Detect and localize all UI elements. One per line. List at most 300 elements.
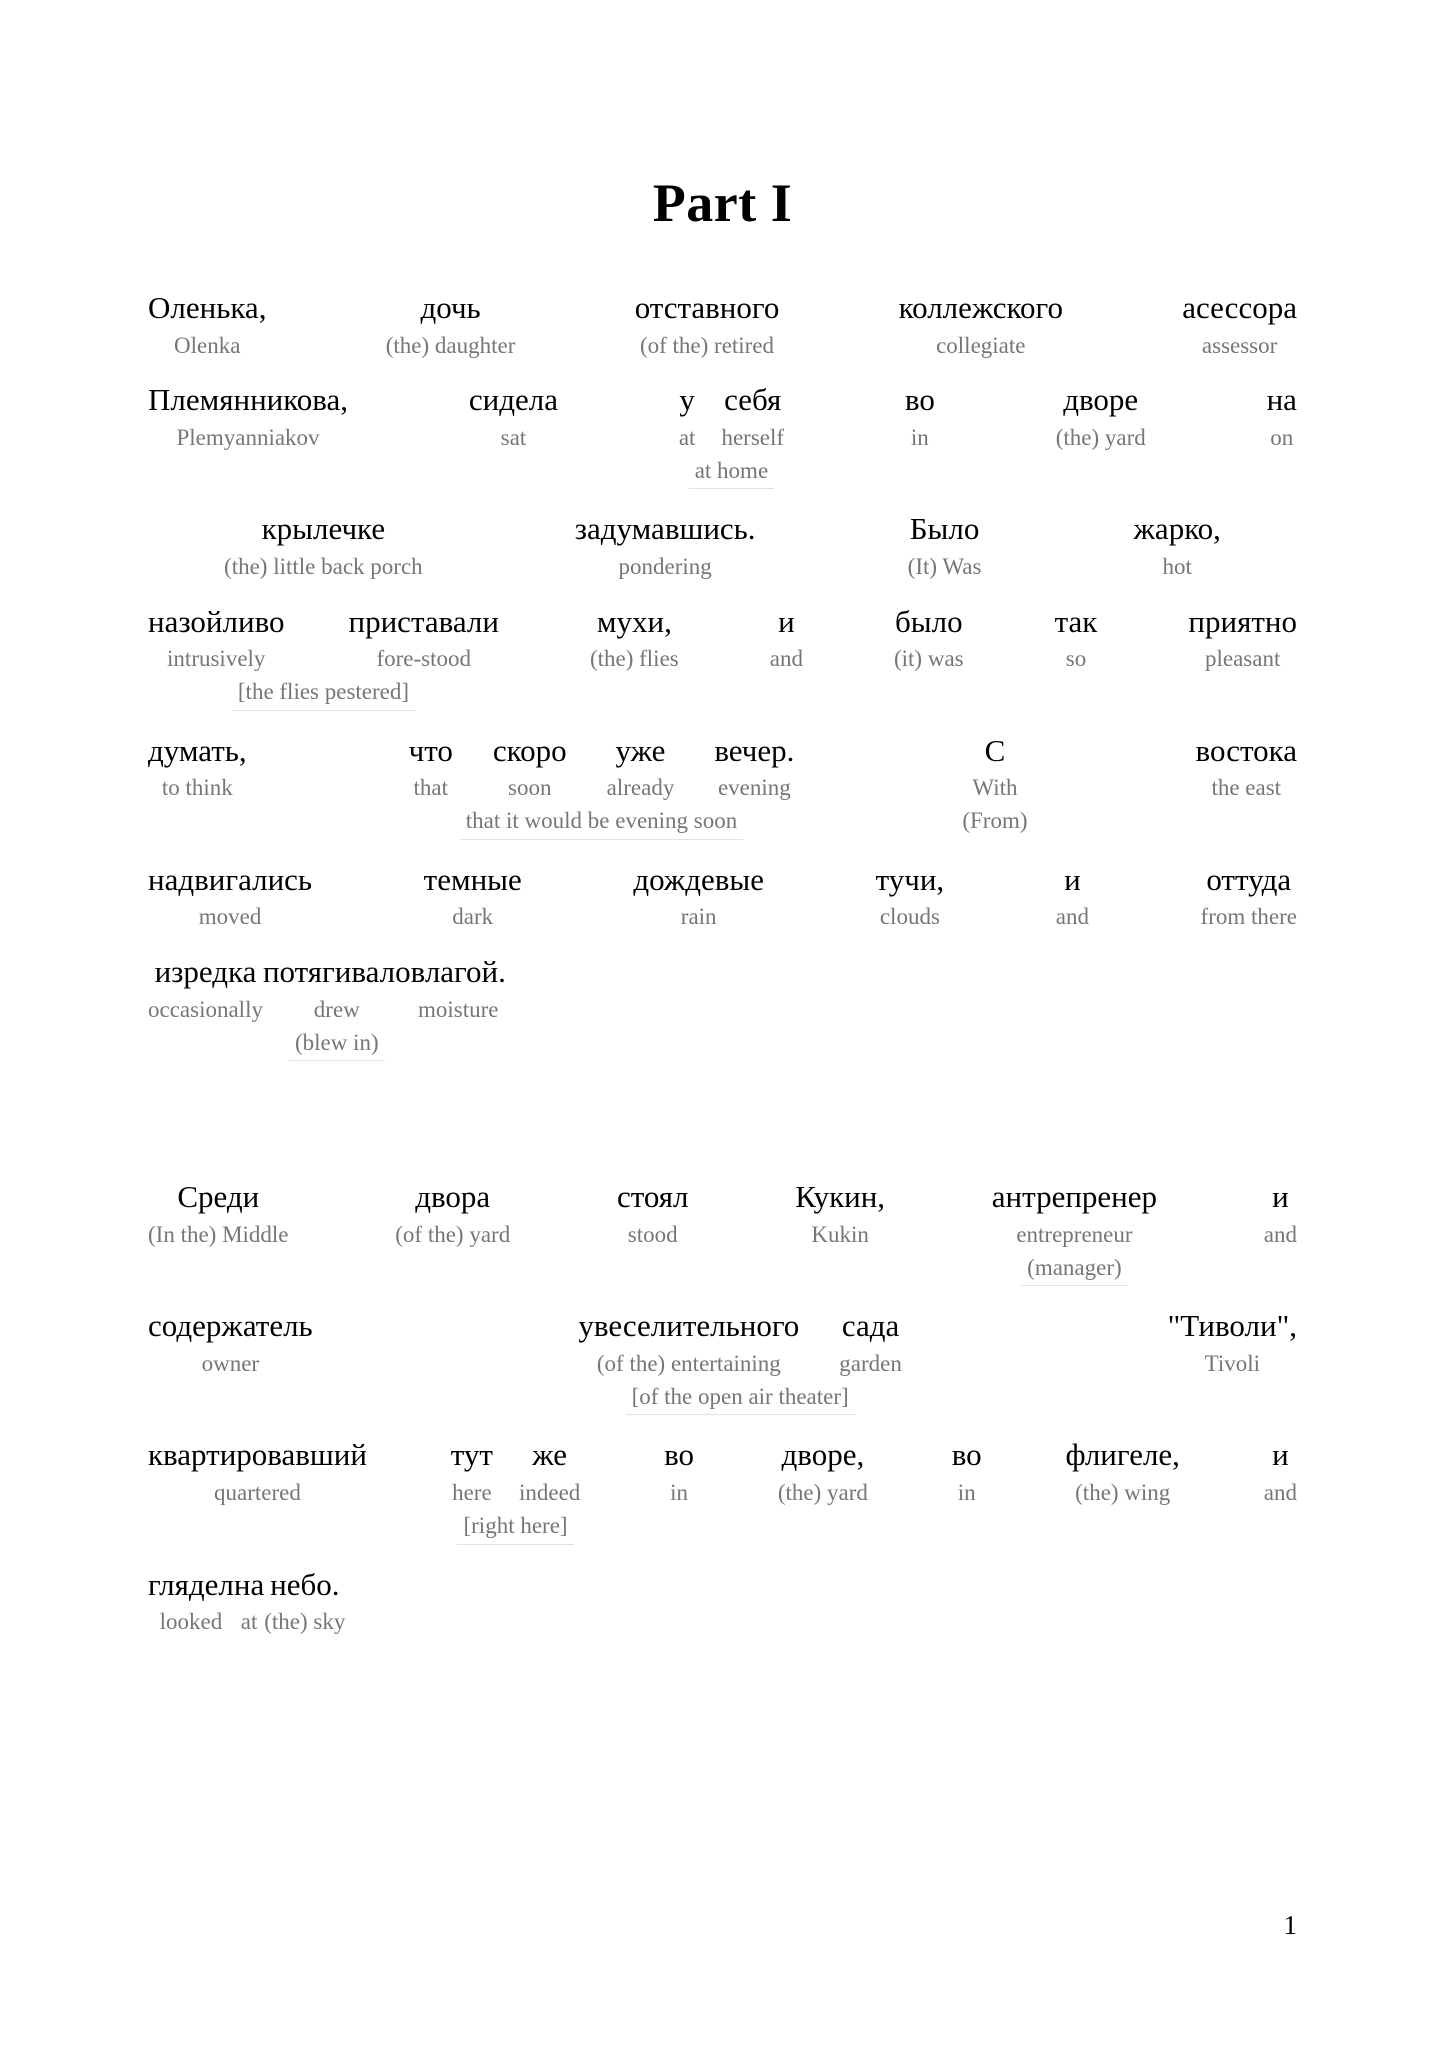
word-group <box>1134 511 1221 581</box>
gloss-word: stood <box>627 1221 678 1247</box>
word-group <box>1056 862 1089 932</box>
source-word: небо. <box>270 1566 340 1602</box>
gloss-word: intrusively <box>167 646 266 672</box>
word-group-words <box>905 382 935 452</box>
source-word: флигеле, <box>1065 1437 1180 1473</box>
word-pair <box>617 1179 689 1249</box>
word-group <box>1196 733 1297 803</box>
gloss-word: evening <box>717 775 791 801</box>
gloss-word: in <box>957 1480 976 1506</box>
word-pair <box>1056 862 1089 932</box>
word-group-words <box>1201 862 1297 932</box>
gloss-word: (it) was <box>893 646 964 672</box>
word-group-words <box>578 1308 901 1378</box>
word-pair <box>1168 1308 1297 1378</box>
word-group-words <box>395 1179 510 1249</box>
word-pair <box>575 511 756 581</box>
interlinear-line <box>148 1437 1297 1544</box>
source-word: и <box>1272 1179 1289 1215</box>
source-word: увеселительного <box>578 1308 800 1344</box>
word-group <box>234 1567 264 1637</box>
gloss-word: drew <box>313 996 360 1022</box>
word-pair <box>519 1437 580 1507</box>
source-word: изредка <box>154 954 257 990</box>
source-word: приставали <box>348 603 499 639</box>
word-group-words <box>956 733 1033 803</box>
source-word: назойливо <box>148 603 285 639</box>
source-word: дочь <box>420 290 481 325</box>
word-pair <box>908 511 982 581</box>
word-group-words <box>148 604 499 674</box>
source-word: "Тиволи", <box>1167 1308 1297 1344</box>
word-pair <box>493 733 567 803</box>
source-word: крылечке <box>261 511 386 547</box>
word-group-words <box>590 604 679 674</box>
word-group-words <box>148 1437 367 1507</box>
gloss-word: moisture <box>417 996 499 1022</box>
source-word: надвигались <box>148 861 313 897</box>
word-group <box>224 511 423 581</box>
word-pair <box>1055 604 1098 674</box>
interlinear-line <box>148 733 1297 840</box>
word-group <box>148 1308 313 1378</box>
gloss-word: (of the) yard <box>395 1221 511 1247</box>
word-pair <box>349 604 499 674</box>
source-word: Оленька, <box>148 290 267 325</box>
word-pair <box>1182 290 1297 360</box>
source-word: думать, <box>148 732 247 768</box>
word-group <box>148 382 348 452</box>
word-pair <box>795 1179 885 1249</box>
source-word: стоял <box>616 1179 689 1215</box>
word-pair <box>607 733 675 803</box>
word-pair <box>714 733 794 803</box>
source-word: Племянникова, <box>148 382 348 418</box>
sub-gloss: at home <box>689 457 774 490</box>
word-pair <box>148 382 348 452</box>
word-group-words <box>635 290 780 360</box>
word-pair <box>1188 604 1297 674</box>
word-pair <box>234 1567 264 1637</box>
source-word: скоро <box>492 732 567 768</box>
word-group <box>575 511 756 581</box>
gloss-word: indeed <box>518 1480 581 1506</box>
word-pair <box>1264 1179 1297 1249</box>
word-pair <box>992 1179 1157 1249</box>
gloss-word: (the) yard <box>777 1480 868 1506</box>
word-group <box>679 382 784 489</box>
word-group <box>1066 1437 1180 1507</box>
word-group-words <box>224 511 423 581</box>
gloss-word: (the) daughter <box>385 332 516 358</box>
word-pair <box>1264 1437 1297 1507</box>
word-pair <box>148 290 266 360</box>
interlinear-line <box>148 1308 1297 1415</box>
source-word: Кукин, <box>795 1179 886 1215</box>
word-pair <box>894 604 964 674</box>
word-group <box>590 604 679 674</box>
sub-gloss: [the flies pestered] <box>232 678 415 711</box>
source-word: влагой. <box>410 954 506 990</box>
source-word: мухи, <box>596 603 672 639</box>
source-word: так <box>1054 603 1098 639</box>
word-pair <box>264 1567 345 1637</box>
word-group <box>1264 1437 1297 1507</box>
source-word: оттуда <box>1206 861 1292 897</box>
word-group-words <box>411 954 506 1024</box>
source-word: дворе, <box>781 1437 865 1473</box>
gloss-word: pleasant <box>1205 646 1281 672</box>
word-group <box>1182 290 1297 360</box>
word-pair <box>635 290 780 360</box>
gloss-word: Tivoli <box>1204 1350 1260 1376</box>
word-group <box>148 1567 234 1637</box>
source-word: приятно <box>1188 603 1297 639</box>
word-group-words <box>1188 604 1297 674</box>
source-word: содержатель <box>148 1308 313 1344</box>
interlinear-line <box>148 862 1297 932</box>
source-word: сада <box>841 1308 900 1344</box>
word-pair <box>1267 382 1297 452</box>
source-word: асессора <box>1182 290 1297 325</box>
gloss-word: occasionally <box>148 996 263 1022</box>
word-pair <box>224 511 423 581</box>
word-group-words <box>148 733 247 803</box>
sub-gloss: that it would be evening soon <box>460 807 744 840</box>
word-group-words <box>617 1179 689 1249</box>
gloss-word: Olenka <box>174 332 241 358</box>
word-pair <box>770 604 803 674</box>
word-group-words <box>1267 382 1297 452</box>
word-group <box>617 1179 689 1249</box>
gloss-word: to think <box>161 775 233 801</box>
word-group <box>899 290 1063 360</box>
word-pair <box>148 862 312 932</box>
word-pair <box>1066 1437 1180 1507</box>
word-group-words <box>148 290 266 360</box>
sub-gloss: (From) <box>962 808 1028 834</box>
interlinear-line <box>148 382 1297 489</box>
source-word: себя <box>724 382 782 418</box>
word-group-words <box>148 1179 289 1249</box>
gloss-word: (of the) entertaining <box>596 1350 781 1376</box>
gloss-word: (It) Was <box>907 553 982 579</box>
word-group <box>263 954 411 1061</box>
word-pair <box>148 1437 367 1507</box>
word-pair <box>778 1437 868 1507</box>
source-word: глядел <box>148 1566 234 1602</box>
word-group-words <box>778 1437 868 1507</box>
source-word: уже <box>615 732 666 768</box>
word-group-words <box>770 604 803 674</box>
word-group-words <box>264 1567 345 1637</box>
word-group-words <box>633 862 764 932</box>
gloss-word: at <box>240 1609 258 1635</box>
gloss-word: (the) wing <box>1075 1480 1171 1506</box>
word-group-words <box>409 733 795 803</box>
word-pair <box>590 604 679 674</box>
word-group <box>1267 382 1297 452</box>
word-group-words <box>1134 511 1221 581</box>
word-pair <box>451 1437 493 1507</box>
word-group <box>264 1567 345 1637</box>
interlinear-line <box>148 604 1297 711</box>
page-number: 1 <box>1283 1910 1297 1940</box>
gloss-word: (of the) retired <box>639 332 775 358</box>
word-group <box>424 862 522 932</box>
source-word: сидела <box>468 382 558 418</box>
source-word: востока <box>1195 732 1297 768</box>
source-word: дождевые <box>633 861 765 897</box>
word-pair <box>469 382 558 452</box>
gloss-word: the east <box>1211 775 1282 801</box>
paragraph <box>148 1179 1297 1637</box>
source-word: Было <box>909 511 980 547</box>
word-group <box>1201 862 1297 932</box>
sub-gloss: (manager) <box>1021 1254 1128 1287</box>
word-group-words <box>148 1308 313 1378</box>
gloss-word: fore-stood <box>376 646 471 672</box>
word-group <box>411 954 506 1024</box>
word-pair <box>1056 382 1146 452</box>
word-group <box>635 290 780 360</box>
gloss-word: dark <box>452 904 494 930</box>
gloss-word: and <box>1055 904 1089 930</box>
gloss-word: from there <box>1200 904 1297 930</box>
word-pair <box>721 382 784 452</box>
gloss-word: pondering <box>618 553 712 579</box>
gloss-word: clouds <box>879 904 940 930</box>
word-group-words <box>899 290 1063 360</box>
word-group <box>148 290 266 360</box>
word-pair <box>876 862 945 932</box>
word-group <box>770 604 803 674</box>
sub-gloss: [of the open air theater] <box>626 1383 855 1416</box>
word-pair <box>905 382 935 452</box>
word-group-words <box>952 1437 982 1507</box>
word-group <box>905 382 935 452</box>
word-group-words <box>1182 290 1297 360</box>
word-pair <box>1134 511 1221 581</box>
word-pair <box>839 1308 902 1378</box>
source-word: потягивало <box>262 954 411 990</box>
word-group-words <box>664 1437 694 1507</box>
page-title: Part I <box>652 173 793 233</box>
word-group-words <box>1264 1179 1297 1249</box>
word-pair <box>424 862 522 932</box>
word-group <box>148 1179 289 1249</box>
word-pair <box>148 954 263 1024</box>
word-group-words <box>386 290 516 360</box>
word-group <box>952 1437 982 1507</box>
sub-gloss: (blew in) <box>289 1029 385 1062</box>
word-group-words <box>234 1567 264 1637</box>
word-group-words <box>795 1179 885 1249</box>
gloss-word: sat <box>500 424 527 450</box>
word-group <box>795 1179 885 1249</box>
source-word: антрепренер <box>991 1179 1158 1215</box>
source-word: тучи, <box>875 861 945 897</box>
word-pair <box>395 1179 510 1249</box>
word-group-words <box>1264 1437 1297 1507</box>
word-group <box>1188 604 1297 674</box>
source-word: что <box>408 732 453 768</box>
word-group-words <box>263 954 411 1024</box>
source-word: коллежского <box>898 290 1063 325</box>
source-word: во <box>904 382 935 418</box>
word-group <box>386 290 516 360</box>
source-word: на <box>233 1566 265 1602</box>
source-word: жарко, <box>1133 511 1221 547</box>
paragraph <box>148 290 1297 1061</box>
gloss-word: Plemyanniakov <box>176 424 320 450</box>
word-group <box>148 954 263 1024</box>
word-group-words <box>992 1179 1157 1249</box>
word-pair <box>679 382 696 452</box>
source-word: во <box>951 1437 982 1473</box>
word-group-words <box>894 604 964 674</box>
word-pair <box>148 1179 289 1249</box>
gloss-word: already <box>606 775 675 801</box>
word-group-words <box>1056 862 1089 932</box>
source-word: и <box>1272 1437 1289 1473</box>
interlinear-line <box>148 290 1297 360</box>
word-pair <box>1201 862 1297 932</box>
word-group-words <box>424 862 522 932</box>
word-pair <box>633 862 764 932</box>
interlinear-line <box>148 1179 1297 1286</box>
source-word: во <box>664 1437 695 1473</box>
word-group-words <box>1196 733 1297 803</box>
word-group <box>908 511 982 581</box>
word-group-words <box>1066 1437 1180 1507</box>
gloss-word: looked <box>159 1609 223 1635</box>
word-pair <box>972 733 1017 803</box>
sub-gloss: [right here] <box>457 1512 573 1545</box>
interlinear-line <box>148 511 1297 581</box>
source-word: у <box>679 382 695 418</box>
gloss-word: moved <box>198 904 262 930</box>
word-group <box>1055 604 1098 674</box>
source-word: было <box>895 603 963 639</box>
word-pair <box>263 954 411 1024</box>
word-group-words <box>451 1437 581 1507</box>
word-group-words <box>876 862 945 932</box>
word-group <box>633 862 764 932</box>
source-word: же <box>532 1437 568 1473</box>
interlinear-line <box>148 954 1297 1061</box>
word-group <box>578 1308 901 1415</box>
word-group-words <box>148 862 312 932</box>
source-word: отставного <box>634 290 780 325</box>
word-group <box>395 1179 510 1249</box>
word-pair <box>148 1308 313 1378</box>
interlinear-content <box>0 234 1445 1637</box>
gloss-word: soon <box>508 775 552 801</box>
word-group-words <box>148 1567 234 1637</box>
gloss-word: quartered <box>214 1480 301 1506</box>
word-pair <box>664 1437 694 1507</box>
gloss-word: garden <box>839 1350 902 1376</box>
word-group-words <box>1055 604 1098 674</box>
word-group <box>956 733 1033 839</box>
gloss-word: here <box>452 1480 492 1506</box>
word-pair <box>409 733 453 803</box>
source-word: Среди <box>177 1179 260 1215</box>
gloss-word: entrepreneur <box>1016 1221 1133 1247</box>
word-group <box>409 733 795 840</box>
word-group <box>1168 1308 1297 1378</box>
gloss-word: hot <box>1162 553 1192 579</box>
word-group <box>148 1437 367 1507</box>
source-word: вечер. <box>714 732 795 768</box>
word-pair <box>899 290 1063 360</box>
gloss-word: With <box>972 775 1018 801</box>
gloss-word: and <box>769 646 803 672</box>
word-group-words <box>1168 1308 1297 1378</box>
word-group <box>664 1437 694 1507</box>
source-word: на <box>1266 382 1297 418</box>
interlinear-line <box>148 1567 1297 1637</box>
word-group <box>778 1437 868 1507</box>
word-group <box>148 862 312 932</box>
gloss-word: owner <box>201 1350 260 1376</box>
gloss-word: and <box>1263 1480 1297 1506</box>
word-pair <box>1196 733 1297 803</box>
source-word: и <box>1064 861 1081 897</box>
word-pair <box>952 1437 982 1507</box>
word-group <box>148 604 499 711</box>
source-word: тут <box>450 1437 493 1473</box>
source-word: квартировавший <box>148 1437 367 1473</box>
gloss-word: assessor <box>1201 332 1278 358</box>
word-group <box>1264 1179 1297 1249</box>
gloss-word: on <box>1270 424 1294 450</box>
word-pair <box>148 1567 234 1637</box>
word-pair <box>148 733 247 803</box>
word-group-words <box>469 382 558 452</box>
gloss-word: collegiate <box>936 332 1026 358</box>
gloss-word: in <box>670 1480 689 1506</box>
word-group <box>894 604 964 674</box>
gloss-word: (the) sky <box>264 1609 346 1635</box>
word-group <box>992 1179 1157 1286</box>
gloss-word: (the) flies <box>589 646 679 672</box>
gloss-word: and <box>1263 1221 1297 1247</box>
word-group <box>1056 382 1146 452</box>
word-pair <box>411 954 506 1024</box>
word-group-words <box>679 382 784 452</box>
gloss-word: so <box>1065 646 1087 672</box>
word-group <box>469 382 558 452</box>
word-group-words <box>148 382 348 452</box>
source-word: задумавшись. <box>574 511 756 547</box>
source-word: темные <box>423 861 522 897</box>
gloss-word: (the) yard <box>1055 424 1146 450</box>
word-group-words <box>1056 382 1146 452</box>
gloss-word: that <box>413 775 449 801</box>
gloss-word: (the) little back porch <box>224 553 423 579</box>
word-pair <box>386 290 516 360</box>
gloss-word: rain <box>680 904 717 930</box>
word-group <box>451 1437 581 1544</box>
source-word: и <box>778 603 795 639</box>
word-group-words <box>575 511 756 581</box>
source-word: дворе <box>1063 382 1139 418</box>
source-word: С <box>984 732 1006 768</box>
word-group-words <box>148 954 263 1024</box>
word-group <box>876 862 945 932</box>
